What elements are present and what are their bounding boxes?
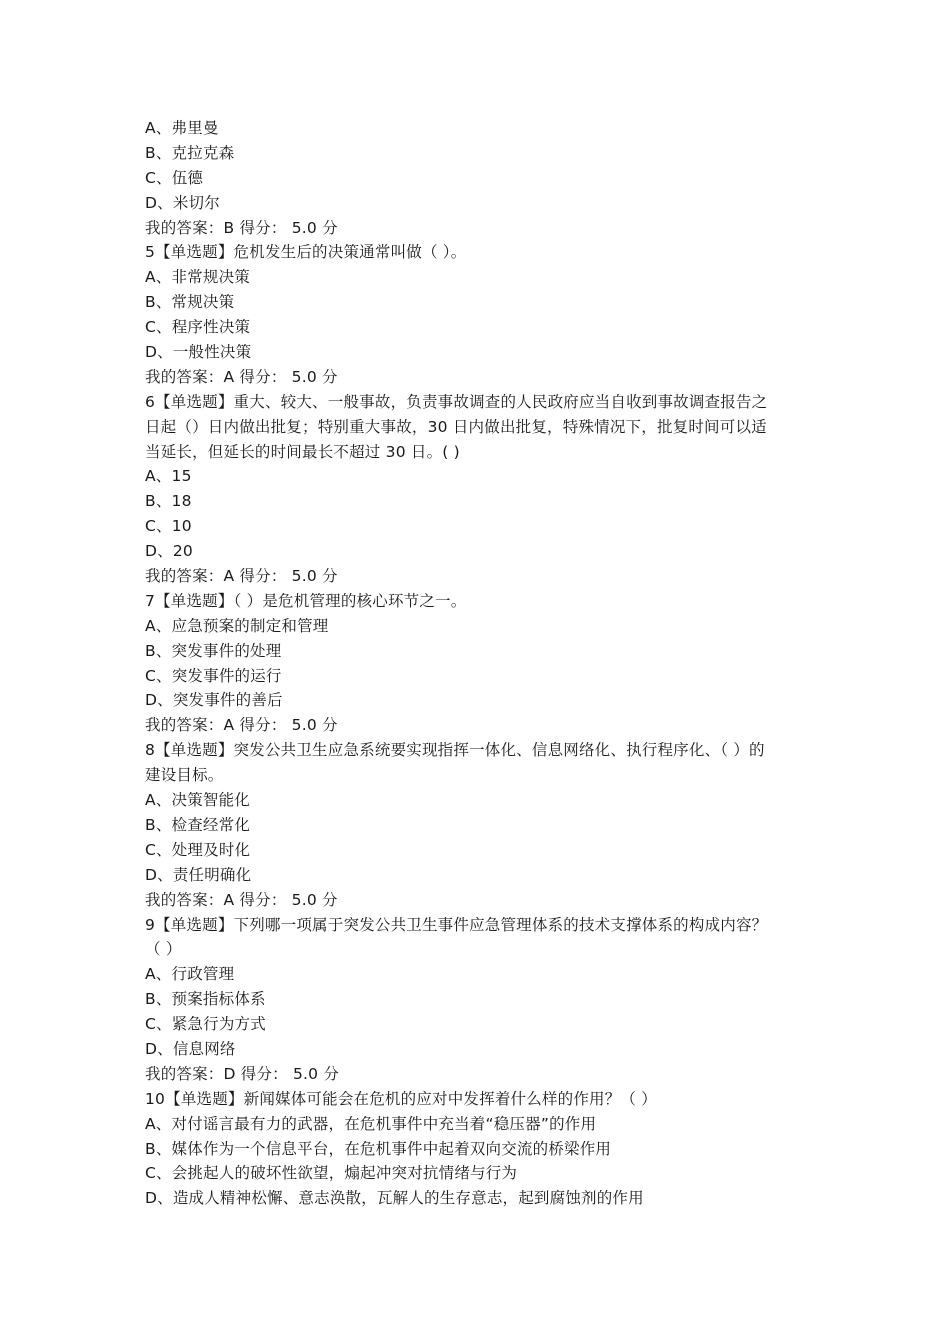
option-b: B、突发事件的处理 — [145, 641, 282, 660]
option-c: C、处理及时化 — [145, 840, 251, 859]
question-6 — [145, 390, 815, 589]
option-d: D、造成人精神松懈、意志涣散，瓦解人的生存意志，起到腐蚀剂的作用 — [145, 1189, 644, 1208]
question-stem-line-3: 当延长，但延长的时间最长不超过 30 日。( ) — [145, 442, 460, 461]
answer-line: 我的答案：A 得分： 5.0 分 — [145, 890, 338, 909]
option-a: A、弗里曼 — [145, 119, 219, 137]
question-stem: 5【单选题】危机发生后的决策通常叫做（ ）。 — [145, 243, 467, 262]
option-d: D、信息网络 — [145, 1039, 236, 1058]
option-c: C、会挑起人的破坏性欲望，煽起冲突对抗情绪与行为 — [145, 1164, 518, 1183]
document-page — [145, 116, 815, 1211]
option-d: D、责任明确化 — [145, 865, 252, 884]
option-c: C、10 — [145, 517, 192, 536]
option-c: C、伍德 — [145, 168, 204, 187]
option-a: A、应急预案的制定和管理 — [145, 616, 329, 635]
answer-line: 我的答案：A 得分： 5.0 分 — [145, 716, 338, 735]
question-9 — [145, 913, 815, 1087]
option-b: B、媒体作为一个信息平台，在危机事件中起着双向交流的桥梁作用 — [145, 1139, 612, 1158]
answer-line: 我的答案：A 得分： 5.0 分 — [145, 567, 338, 586]
option-d: D、20 — [145, 542, 193, 561]
answer-line: 我的答案：B 得分： 5.0 分 — [145, 218, 338, 237]
question-7 — [145, 589, 815, 738]
question-stem-line-1: 8【单选题】突发公共卫生应急系统要实现指挥一体化、信息网络化、执行程序化、（ ）的 — [145, 741, 765, 760]
question-stem: 7【单选题】（ ）是危机管理的核心环节之一。 — [145, 591, 467, 610]
question-stem-line-2: （ ） — [145, 940, 182, 959]
option-d: D、一般性决策 — [145, 343, 252, 362]
question-stem-line-2: 建设目标。 — [145, 766, 224, 785]
question-stem: 10【单选题】新闻媒体可能会在危机的应对中发挥着什么样的作用？（ ） — [145, 1089, 657, 1108]
option-a: A、决策智能化 — [145, 791, 251, 810]
option-b: B、检查经常化 — [145, 815, 251, 834]
question-4 — [145, 116, 815, 240]
option-d: D、米切尔 — [145, 193, 220, 212]
option-b: B、克拉克森 — [145, 143, 235, 162]
question-stem-line-1: 6【单选题】重大、较大、一般事故，负责事故调查的人民政府应当自收到事故调查报告之 — [145, 392, 768, 411]
option-a: A、对付谣言最有力的武器，在危机事件中充当着“稳压器”的作用 — [145, 1114, 597, 1133]
option-a: A、非常规决策 — [145, 268, 251, 287]
answer-line: 我的答案：A 得分： 5.0 分 — [145, 367, 338, 386]
question-8 — [145, 738, 815, 912]
option-a: A、行政管理 — [145, 965, 235, 984]
question-stem-line-2: 日起（）日内做出批复；特别重大事故，30 日内做出批复，特殊情况下，批复时间可以适 — [145, 417, 767, 436]
option-b: B、18 — [145, 492, 192, 511]
question-5 — [145, 240, 815, 389]
option-b: B、常规决策 — [145, 293, 235, 312]
answer-line: 我的答案：D 得分： 5.0 分 — [145, 1064, 340, 1083]
option-a: A、15 — [145, 467, 192, 486]
option-c: C、突发事件的运行 — [145, 666, 282, 685]
option-b: B、预案指标体系 — [145, 990, 266, 1009]
option-c: C、程序性决策 — [145, 318, 251, 337]
option-d: D、突发事件的善后 — [145, 691, 283, 710]
option-c: C、紧急行为方式 — [145, 1015, 266, 1034]
question-10 — [145, 1087, 815, 1211]
question-stem-line-1: 9【单选题】下列哪一项属于突发公共卫生事件应急管理体系的技术支撑体系的构成内容？ — [145, 915, 768, 934]
